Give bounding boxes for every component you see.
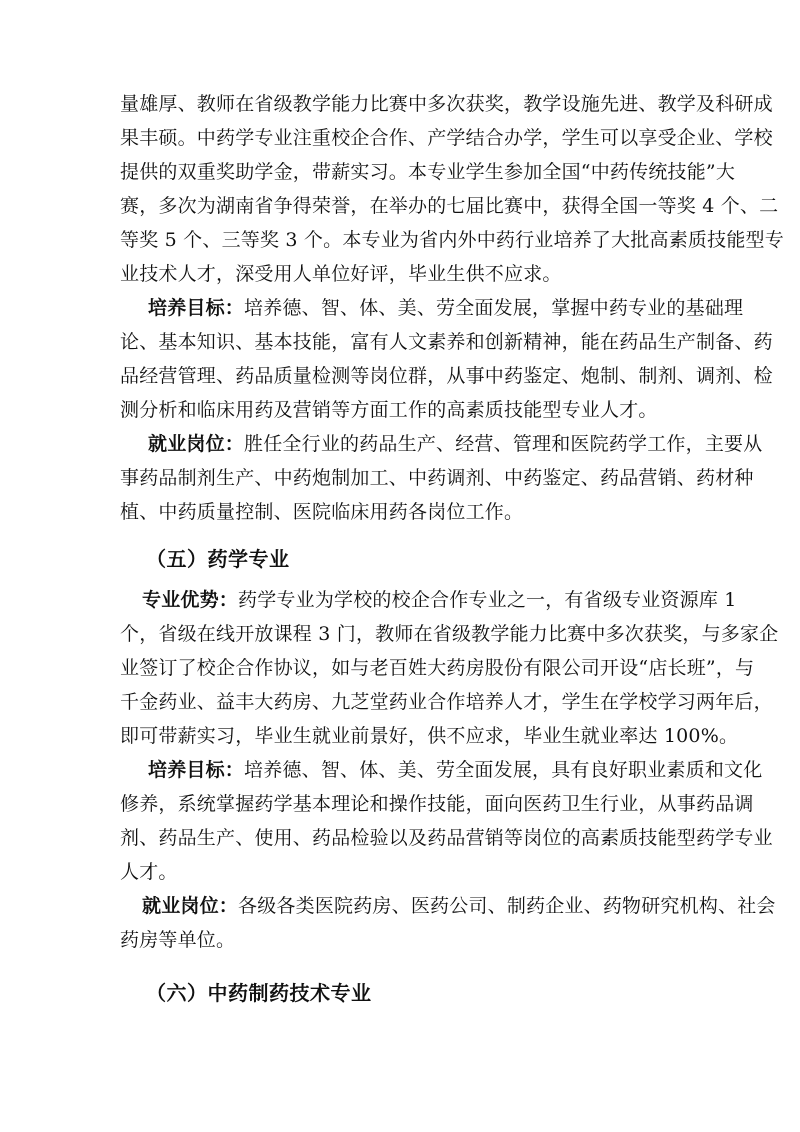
paragraph-line (148, 432, 763, 456)
paragraph-line: 药房等单位。 (120, 929, 236, 951)
paragraph-line: 修养，系统掌握药学基本理论和操作技能，面向医药卫生行业，从事药品调 (120, 793, 754, 815)
paragraph-line: 植、中药质量控制、医院临床用药各岗位工作。 (120, 501, 524, 523)
paragraph-line: 论、基本知识、基本技能，富有人文素养和创新精神，能在药品生产制备、药 (120, 331, 773, 353)
goal-text: 培养德、智、体、美、劳全面发展，掌握中药专业的基础理 (244, 297, 744, 319)
paragraph-line: 果丰硕。中药学专业注重校企合作、产学结合办学，学生可以享受企业、学校 (120, 127, 773, 149)
job-label: 就业岗位： (148, 433, 245, 455)
paragraph-line (142, 588, 737, 612)
paragraph-line: 业签订了校企合作协议，如与老百姓大药房股份有限公司开设“店长班”，与 (120, 657, 755, 679)
paragraph-line: 剂、药品生产、使用、药品检验以及药品营销等岗位的高素质技能型药学专业 (120, 827, 773, 849)
section-heading: （六）中药制药技术专业 (146, 981, 372, 1005)
goal-text: 培养德、智、体、美、劳全面发展，具有良好职业素质和文化 (244, 759, 763, 781)
paragraph-line: 个，省级在线开放课程 3 门，教师在省级教学能力比赛中多次获奖，与多家企 (120, 623, 779, 645)
job-text: 各级各类医院药房、医药公司、制药企业、药物研究机构、社会 (238, 895, 776, 917)
paragraph-line: 品经营管理、药品质量检测等岗位群，从事中药鉴定、炮制、制剂、调剂、检 (120, 365, 773, 387)
advantage-text: 药学专业为学校的校企合作专业之一，有省级专业资源库 1 (238, 589, 737, 611)
paragraph-line (148, 758, 763, 782)
paragraph-line: 即可带薪实习，毕业生就业前景好，供不应求，毕业生就业率达 100%。 (120, 725, 739, 747)
paragraph-line (142, 894, 776, 918)
section-heading: （五）药学专业 (146, 547, 290, 571)
goal-label: 培养目标： (148, 297, 245, 319)
paragraph-line: 业技术人才，深受用人单位好评，毕业生供不应求。 (120, 263, 562, 285)
paragraph-line: 提供的双重奖助学金，带薪实习。本专业学生参加全国“中药传统技能”大 (120, 161, 736, 183)
paragraph-line: 千金药业、益丰大药房、九芝堂药业合作培养人才，学生在学校学习两年后， (120, 691, 773, 713)
paragraph-line: 赛，多次为湖南省争得荣誉，在举办的七届比赛中，获得全国一等奖 4 个、二 (120, 195, 779, 217)
job-label: 就业岗位： (142, 895, 239, 917)
paragraph-line: 等奖 5 个、三等奖 3 个。本专业为省内外中药行业培养了大批高素质技能型专 (120, 229, 784, 251)
advantage-label: 专业优势： (142, 589, 239, 611)
paragraph-line: 事药品制剂生产、中药炮制加工、中药调剂、中药鉴定、药品营销、药材种 (120, 467, 754, 489)
paragraph-line: 人才。 (120, 861, 178, 883)
paragraph-line: 量雄厚、教师在省级教学能力比赛中多次获奖，教学设施先进、教学及科研成 (120, 93, 773, 115)
paragraph-line: 测分析和临床用药及营销等方面工作的高素质技能型专业人才。 (120, 399, 658, 421)
goal-label: 培养目标： (148, 759, 245, 781)
paragraph-line (148, 296, 744, 320)
job-text: 胜任全行业的药品生产、经营、管理和医院药学工作，主要从 (244, 433, 763, 455)
